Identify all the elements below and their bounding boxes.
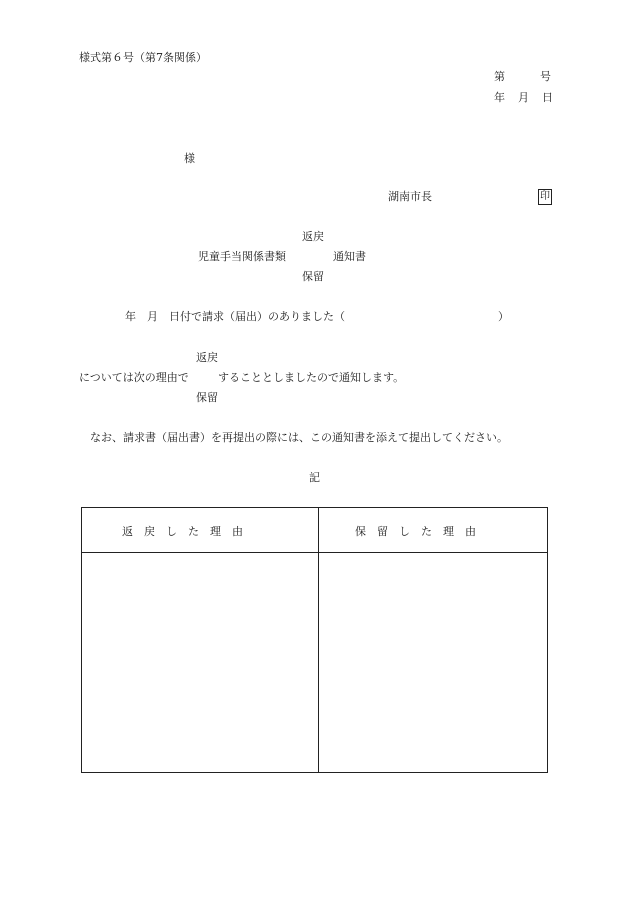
addressee-suffix: 様: [184, 152, 195, 165]
column-header-return-reason: 返戻した理由: [122, 525, 254, 538]
reason-table: [81, 507, 548, 773]
ki-heading: 記: [309, 471, 320, 484]
request-close-paren: ）: [498, 310, 509, 323]
title-main: 児童手当関係書類: [198, 250, 286, 263]
resubmission-note: なお、請求書（届出書）を再提出の際には、この通知書を添えて提出してください。: [90, 431, 508, 444]
reason-sentence-b: することとしましたので通知します。: [218, 371, 405, 384]
form-number: 様式第６号（第7条関係）: [79, 51, 207, 64]
reason-option-return: 返戻: [196, 351, 218, 364]
title-option-hold: 保留: [302, 270, 324, 283]
hold-reason-cell: [319, 553, 547, 772]
request-sentence: 年 月 日付で請求（届出）のありました（: [125, 310, 345, 323]
column-header-hold-reason: 保留した理由: [355, 525, 487, 538]
reason-option-hold: 保留: [196, 391, 218, 404]
document-number-prefix: 第: [494, 70, 505, 83]
title-suffix: 通知書: [333, 250, 366, 263]
reason-sentence-a: については次の理由で: [79, 371, 189, 384]
document-number-suffix: 号: [540, 70, 551, 83]
title-option-return: 返戻: [302, 230, 324, 243]
return-reason-cell: [82, 553, 318, 772]
issue-date: 年 月 日: [494, 91, 554, 104]
sender-name: 湖南市長: [388, 190, 432, 203]
seal-mark: 印: [538, 189, 552, 205]
